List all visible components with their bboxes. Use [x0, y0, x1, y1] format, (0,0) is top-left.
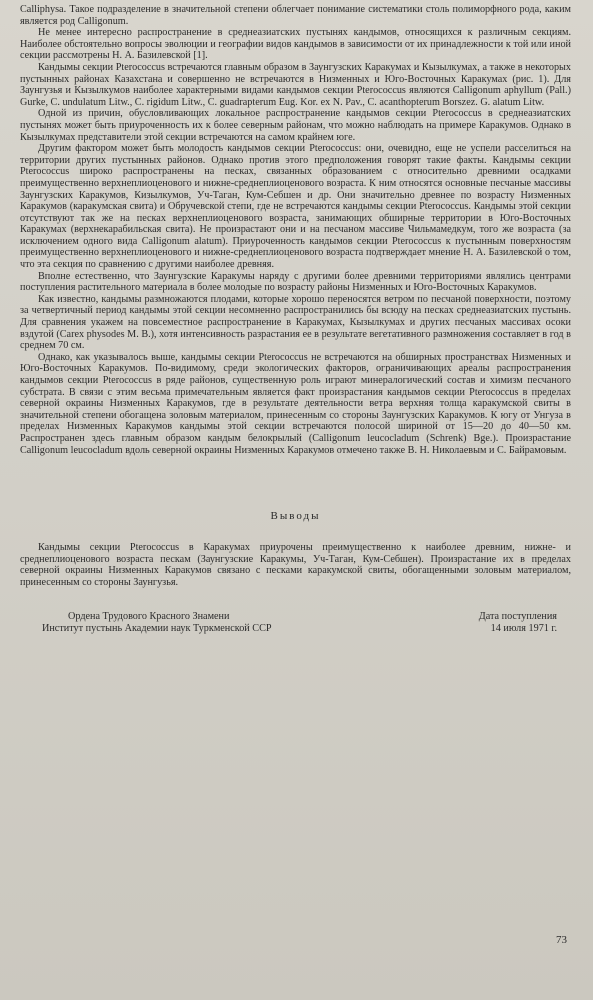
received-label: Дата поступления — [478, 610, 557, 622]
received-block — [479, 611, 571, 636]
body-paragraph: Однако, как указывалось выше, кандымы секции Pterococcus не встречаются на обширных пространствах Низменных и Юго-Восточных Каракумов. По-видимому, среди экологических факторов, ограничивающих ареалы распространения кандымов секции Pterococcus в ряде районов, существенную роль играют минералогический состав и химизм песчаного субстрата. В связи с этим весьма примечательным является факт произрастания кандымов секции Pterococcus в пределах северной окраины Низменных Каракумов, где в результате деятельности ветра верхняя толща каракумской свиты в значительной степени обогащена золовым материалом, принесенным со стороны Заунгузских Каракумов. К югу от Унгуза в пределах Низменных Каракумов кандымы этой секции встречаются полосой шириной от 15—20 до 40—50 км. Распространен здесь главным образом кандым белокрылый (Calligonum leucocladum (Schrenk) Bge.). Произрастание Calligonum leucocladum вдоль северной окраины Низменных Каракумов отмечено также В. Н. Николаевым и С. Байрамовым. — [20, 351, 571, 456]
body-paragraph: Одной из причин, обусловливающих локальное распространение кандымов секции Pterococcus в среднеазиатских пустынях может быть приуроченность их к более северным районам, что можно наблюдать на примере Каракумов. Однако в Кызылкумах представители этой секции встречаются на самом крайнем юге. — [20, 108, 571, 143]
body-paragraph: Другим фактором может быть молодость кандымов секции Pterococcus: они, очевидно, еще не успели расселиться на территории других пустынных районов. Однако против этого предположения говорят такие факты. Кандымы секции Pterococcus широко распространены на песках, связанных образованием с относительно древними осадками преимущественно верхнеплиоценового и нижне-среднеплиоценового возраста. К ним относятся основные песчаные массивы Заунгузских Каракумов, Кизылкумов, Уч-Таган, Кум-Себшен и др. Они значительно древнее по возрасту Низменных Каракумов (каракумская свита) и Обручевской степи, где не встречаются кандымы секции Pterococcus. Кандымы этой секции отсутствуют так же на песках верхнеплиоценового возраста, занимающих обширные территории в Юго-Восточных Каракумах (верхнекарабильская свита). Не произрастают они и на песчаном массиве Чильмамедкум, того же возраста (за исключением одного вида Calligonum alatum). Приуроченность кандымов секции Pterococcus к пустынным поверхностям преимущественно верхнеплиоценового и нижне-среднеплиоценового возраста подтверждает мнение Н. А. Базилевской о том, что эта секция по сравнению с другими наиболее древняя. — [20, 143, 571, 271]
footer — [20, 611, 571, 636]
institution-block — [20, 611, 272, 636]
received-date: 14 июля 1971 г. — [490, 623, 557, 635]
institution-line-2: Институт пустынь Академии наук Туркменской ССР — [42, 623, 272, 635]
body-paragraph: Вполне естественно, что Заунгузские Каракумы наряду с другими более древними территориями являлись центрами поступления растительного материала в более молодые по возрасту районы Низменных и Юго-Восточных Каракумов. — [20, 270, 571, 294]
body-text — [20, 4, 571, 456]
body-paragraph: Как известно, кандымы размножаются плодами, которые хорошо переносятся ветром по песчаной поверхности, поэтому за четвертичный период кандымы этой секции несомненно распространились бы всюду на песках среднеазиатских пустынь. Для сравнения укажем на повсеместное распространение в Каракумах, Кызылкумах и других песчаных массивах осоки вздутой (Carex physodes M. B.), хотя интенсивность разрастания ее в результате вегетативного размножения составляет в год в среднем 70 см. — [20, 293, 571, 352]
page-number: 73 — [556, 934, 567, 946]
body-paragraph: Calliphysa. Такое подразделение в значительной степени облегчает понимание систематики столь полиморфного рода, каким является род Calligonum. — [20, 4, 571, 27]
conclusion-paragraph: Кандымы секции Pterococcus в Каракумах приурочены преимущественно к наиболее древним, нижне- и среднеплиоценового возраста пескам (Заунгузские Каракумы, Уч-Таган, Кум-Себшен). Произрастание их в пределах северной окраины Низменных Каракумов связано с песками каракумской свиты, обогащенными золовым материалом, принесенным со стороны Заунгузья. — [20, 542, 571, 588]
section-title: Выводы — [270, 510, 321, 523]
body-paragraph: Кандымы секции Pterococcus встречаются главным образом в Заунгузских Каракумах и Кызылкумах, а также в некоторых пустынных районах Казахстана и совершенно не встречаются в Низменных и Юго-Восточных Каракумах (рис. 1). Для Заунгузья и Кызылкумов наиболее характерными видами кандымов секции Pterococcus являются Calligonum aphyllum (Pall.) Gurke, C. undulatum Litw., C. rigidum Litw., C. guadrapterum Eug. Kor. ex N. Pav., C. acanthopterum Borszez. G. alatum Litw. — [20, 61, 571, 108]
institution-line-1: Ордена Трудового Красного Знамени — [68, 610, 230, 622]
body-paragraph: Не менее интересно распространение в среднеазиатских пустынях кандымов, относящихся к различным секциям. Наиболее обстоятельно вопросы эволюции и географии видов кандымов в зависимости от их принадлежности к той или иной секции рассмотрены Н. А. Базилевской [1]. — [20, 27, 571, 62]
